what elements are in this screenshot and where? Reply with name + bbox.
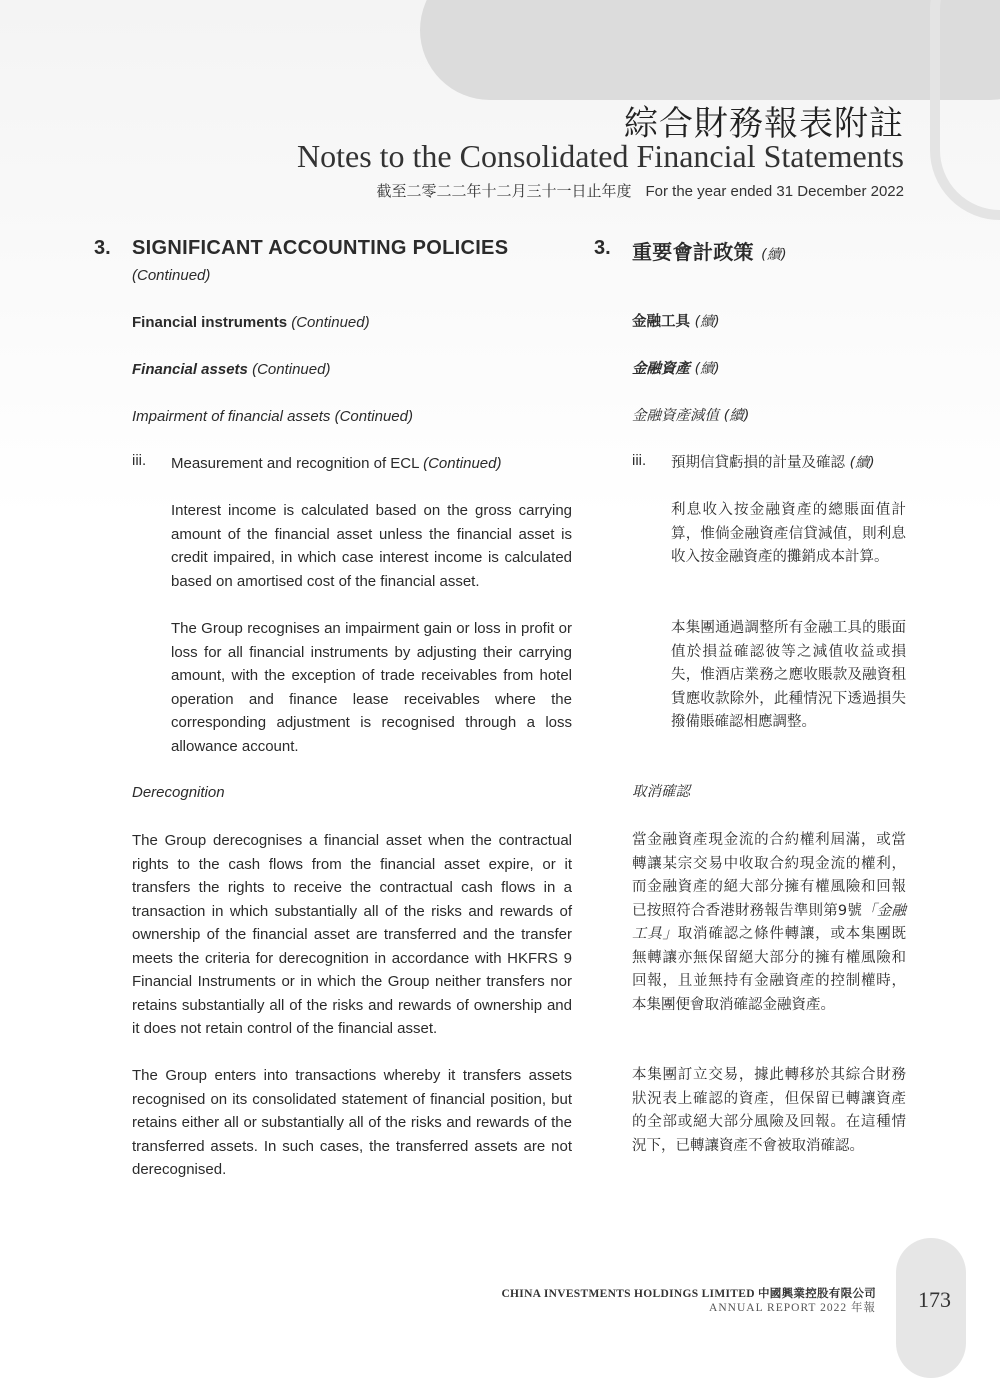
period-en: For the year ended 31 December 2022 (645, 183, 904, 200)
subheading-financial-assets (132, 358, 572, 382)
paragraph-derecognition-1-zh (632, 829, 906, 1017)
subheading-derecognition: Derecognition (132, 784, 225, 801)
list-marker-iii-zh: iii. (632, 452, 647, 469)
section-number-zh: 3. (594, 237, 611, 259)
item-iii-text: 預期信貸虧損的計量及確認 (671, 455, 845, 471)
paragraph-derecognition-2-zh: 本集團訂立交易，據此轉移於其綜合財務狀況表上確認的資產，但保留已轉讓資產的全部或絕大部分風險及回報。在這種情況下，已轉讓資產不會被取消確認。 (632, 1067, 906, 1154)
text-part: 取消確認之條件轉讓，或本集團既無轉讓亦無保留絕大部分的擁有權風險和回報，且並無持有金融資產的控制權時，本集團便會取消確認金融資產。 (632, 926, 907, 1013)
report-title-zh: 年報 (851, 1302, 876, 1314)
continued-label: (Continued) (423, 455, 502, 472)
decorative-shape (420, 0, 1000, 100)
company-name-en: CHINA INVESTMENTS HOLDINGS LIMITED (501, 1288, 755, 1300)
item-iii-heading-zh (671, 452, 906, 476)
continued-label: (續) (694, 314, 720, 330)
paragraph-impairment-gain-zh: 本集團通過調整所有金融工具的賬面值於損益確認彼等之減值收益或損失，惟酒店業務之應收賬款及融資租賃應收款除外，此種情況下透過損失撥備賬確認相應調整。 (671, 620, 906, 730)
section-continued-zh: (續) (761, 247, 787, 263)
continued-label: (Continued) (291, 314, 370, 331)
subheading-text: Financial assets (132, 361, 248, 378)
subheading-financial-instruments-zh (632, 311, 906, 335)
page-title-zh: 綜合財務報表附註 (624, 104, 904, 144)
paragraph-derecognition-2: The Group enters into transactions whereby it transfers assets recognised on its consolidated statement of financial position, but retains either all or substantially all of the risks and rewards of the transferred assets. In such cases, the transferred assets are not derecognised. (132, 1067, 572, 1178)
subheading-text: Financial instruments (132, 314, 288, 331)
text-part-italic: 「金融工具」 (632, 902, 906, 942)
subheading-derecognition-zh: 取消確認 (632, 784, 690, 800)
section-title-zh (632, 236, 787, 265)
company-name-zh: 中國興業控股有限公司 (758, 1288, 876, 1300)
footer-report (709, 1299, 876, 1315)
paragraph-impairment-gain: The Group recognises an impairment gain or loss in profit or loss for all financial instruments by adjusting their carrying amount, with the exception of trade receivables from hotel operation and finance lease receivables where the corresponding adjustment is recognised through a loss allowance account. (171, 620, 572, 755)
section-continued-en: (Continued) (132, 267, 211, 284)
subheading-financial-assets-zh (632, 358, 906, 382)
paragraph-derecognition-1: The Group derecognises a financial asset when the contractual rights to the cash flows from the financial asset expire, or it transfers the rights to receive the contractual cash flows in a transaction in which substantially all of the risks and rewards of ownership of the financial asset are transferred and the transfer meets the criteria for derecognition in accordance with HKFRS 9 Financial Instruments or in which the Group neither transfers nor retains substantially all of the risks and rewards of ownership and it does not retain control of the financial asset. (132, 832, 572, 1037)
section-number-en: 3. (94, 237, 111, 259)
continued-label: (續) (849, 455, 875, 471)
decorative-arc (930, 0, 1000, 220)
section-title-zh-text: 重要會計政策 (632, 240, 754, 264)
period-line (376, 180, 904, 201)
subheading-text: 金融資產 (632, 361, 690, 377)
section-title-en: SIGNIFICANT ACCOUNTING POLICIES (132, 237, 509, 259)
item-iii-heading (171, 452, 572, 476)
report-title-en: ANNUAL REPORT 2022 (709, 1302, 848, 1314)
continued-label: (續) (694, 361, 720, 377)
subheading-financial-instruments (132, 311, 572, 335)
period-zh: 截至二零二二年十二月三十一日止年度 (376, 183, 632, 200)
subheading-text: 金融工具 (632, 314, 690, 330)
paragraph-interest-income-zh: 利息收入按金融資產的總賬面值計算，惟倘金融資產信貸減值，則利息收入按金融資產的攤銷成本計算。 (671, 502, 906, 565)
page-title-en: Notes to the Consolidated Financial Statements (296, 138, 904, 174)
item-iii-text: Measurement and recognition of ECL (171, 455, 419, 472)
subheading-impairment-zh: 金融資產減值 (續) (632, 408, 750, 424)
text-part: 當金融資產現金流的合約權利屆滿，或當轉讓某宗交易中收取合約現金流的權利，而金融資產的絕大部分擁有權風險和回報已按照符合香港財務報告準則第9號 (632, 832, 906, 919)
paragraph-interest-income: Interest income is calculated based on the gross carrying amount of the financial asset unless the financial asset is credit impaired, in which case interest income is calculated based on amortised cost of the financial asset. (171, 502, 572, 590)
page-number: 173 (918, 1287, 951, 1312)
subheading-impairment: Impairment of financial assets (Continued) (132, 408, 413, 425)
continued-label: (Continued) (252, 361, 331, 378)
list-marker-iii: iii. (132, 452, 147, 469)
